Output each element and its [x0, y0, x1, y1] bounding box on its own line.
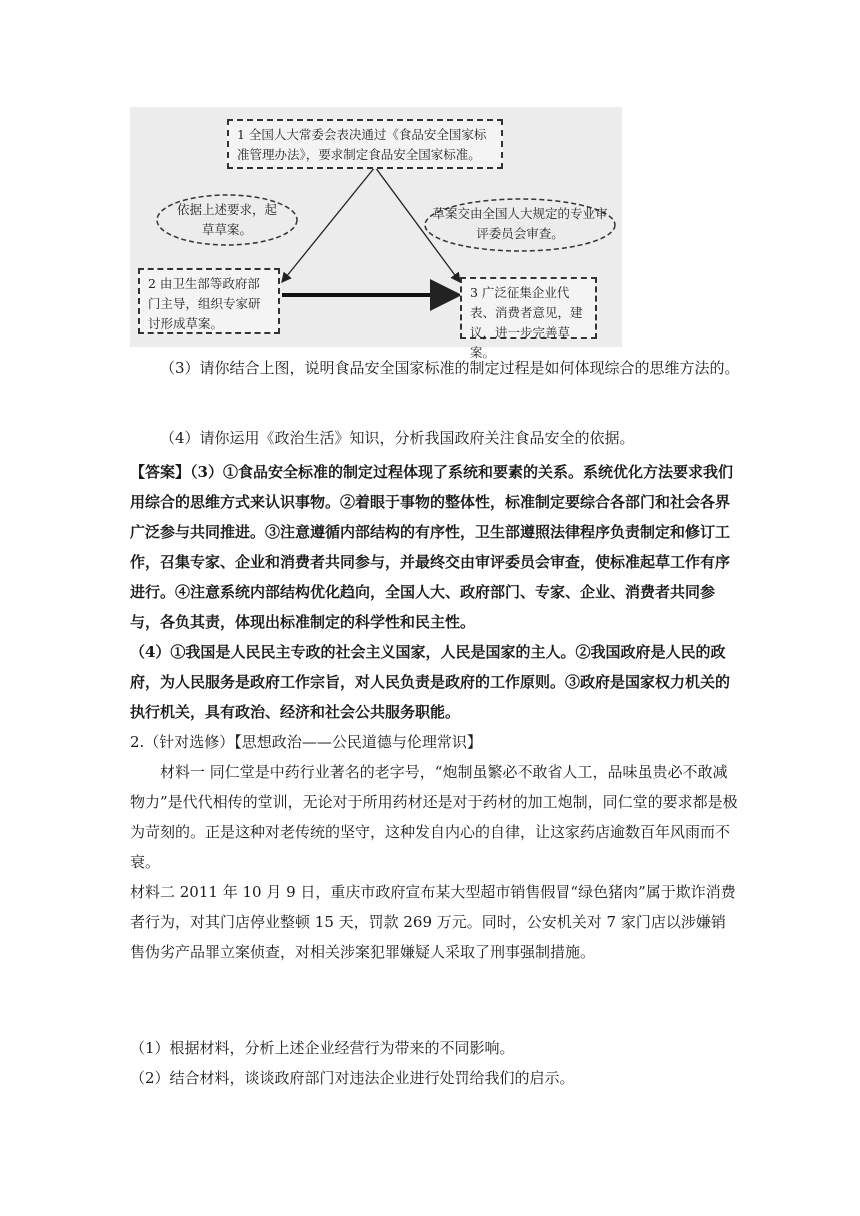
step-box-2: 2 由卫生部等政府部门主导，组织专家研讨形成草案。 [138, 268, 280, 334]
material-2: 材料二 2011 年 10 月 9 日，重庆市政府宣布某大型超市销售假冒“绿色猪肉”属于欺诈消费者行为，对其门店停业整顿 15 天，罚款 269 万元。同时，公安机关对 7 家门店以涉嫌销售伪劣产品罪立案侦查，对相关涉案犯罪嫌疑人采取了刑事强制措施。 [130, 883, 736, 961]
answer-part-4: （4）①我国是人民民主专政的社会主义国家，人民是国家的主人。②我国政府是人民的政府，为人民服务是政府工作宗旨，对人民负责是政府的工作原则。③政府是国家权力机关的执行机关，具有政治、经济和社会公共服务职能。 [130, 643, 731, 721]
question-3: （3）请你结合上图，说明食品安全国家标准的制定过程是如何体现综合的思维方法的。 [160, 359, 740, 377]
material-1: 材料一 同仁堂是中药行业著名的老字号，“炮制虽繁必不敢省人工，品味虽贵必不敢减物力”是代代相传的堂训，无论对于所用药材还是对于药材的加工炮制，同仁堂的要求都是极为苛刻的。正是这种对老传统的坚守，这种发自内心的自律，让这家药店逾数百年风雨而不衰。 [130, 763, 738, 871]
step-box-1: 1 全国人大常委会表决通过《食品安全国家标准管理办法》，要求制定食品安全国家标准。 [227, 119, 503, 169]
ellipse-right-label: 草案交由全国人大规定的专业审评委员会审查。 [432, 206, 608, 241]
ellipse-left-label: 依据上述要求，起草草案。 [176, 202, 277, 237]
answer-part-3 [130, 457, 740, 637]
answer-tag: 【答案】 [130, 463, 191, 481]
item-2-heading: 2.（针对选修）【思想政治——公民道德与伦理常识】 [130, 733, 482, 751]
process-diagram [130, 107, 622, 360]
item-2-question-2: （2）结合材料，谈谈政府部门对违法企业进行处罚给我们的启示。 [130, 1069, 575, 1087]
answer-part-3-text: （3）①食品安全标准的制定过程体现了系统和要素的关系。系统优化方法要求我们用综合的思维方式来认识事物。②着眼于事物的整体性，标准制定要综合各部门和社会各界广泛参与共同推进。③注意遵循内部结构的有序性，卫生部遵照法律程序负责制定和修订工作，召集专家、企业和消费者共同参与，并最终交由审评委员会审查，使标准起草工作有序进行。④注意系统内部结构优化趋向，全国人大、政府部门、专家、企业、消费者共同参与，各负其责，体现出标准制定的科学性和民主性。 [130, 463, 733, 631]
step-box-3: 3 广泛征集企业代表、消费者意见，建议，进一步完善草案。 [460, 277, 597, 339]
question-4: （4）请你运用《政治生活》知识，分析我国政府关注食品安全的依据。 [160, 429, 635, 447]
item-2-question-1: （1）根据材料，分析上述企业经营行为带来的不同影响。 [130, 1039, 515, 1057]
